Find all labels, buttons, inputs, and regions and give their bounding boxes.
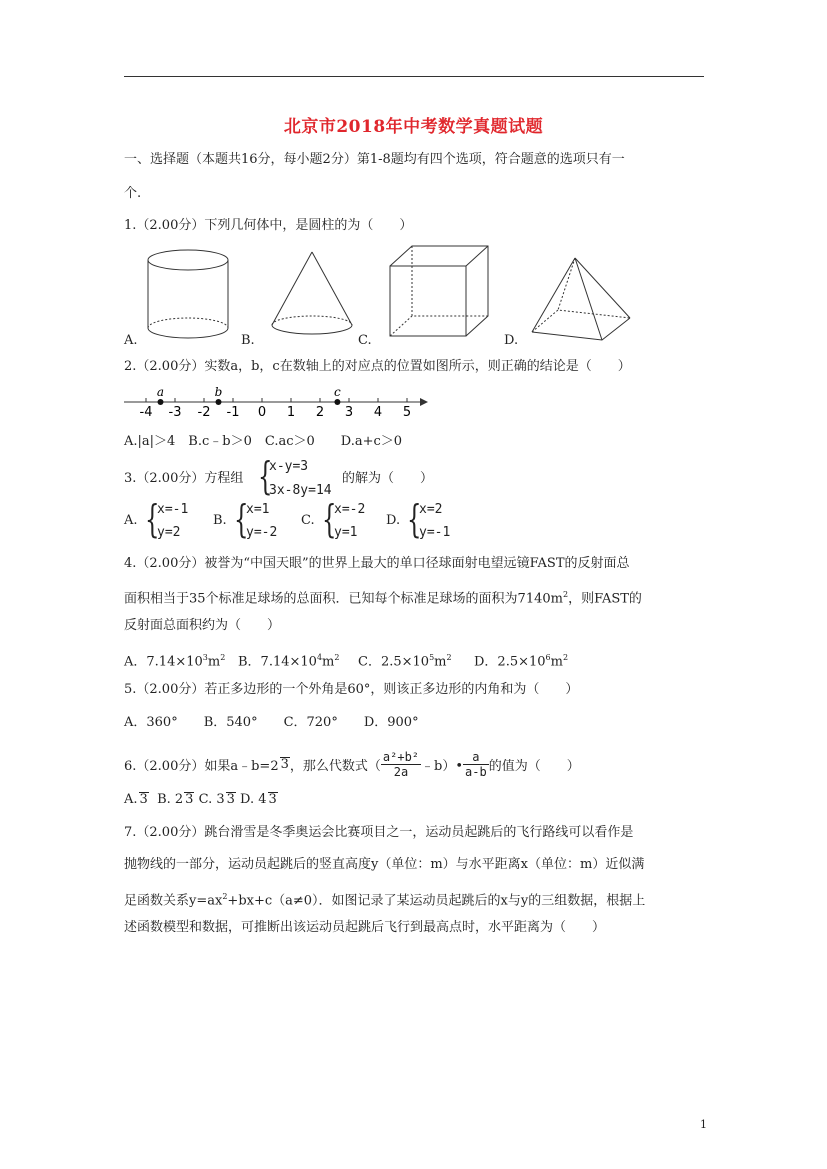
q4-option-c: C．$2.5\times 10^5m^2$ bbox=[358, 653, 452, 670]
pyramid-figure bbox=[532, 258, 630, 340]
question-5-stem: 5.（2.00分）若正多边形的一个外角是60°，则该正多边形的内角和为（ ） bbox=[124, 682, 579, 697]
q2-options: A.|a|＞4 B.c﹣b＞0 C.ac＞0 D.a+c＞0 bbox=[124, 434, 403, 449]
q5-options: A．360° B．540° C．720° D．900° bbox=[124, 715, 419, 730]
section-instruction: 一、选择题（本题共16分，每小题2分）第1-8题均有四个选项，符合题意的选项只有一 bbox=[124, 152, 625, 167]
q1-option-b: B. bbox=[241, 333, 255, 348]
cone-figure bbox=[272, 252, 352, 334]
q3-option-a-label: A. bbox=[124, 513, 138, 528]
question-7-line2: 抛物线的一部分，运动员起跳后的竖直高度y（单位：m）与水平距离x（单位：m）近似满 bbox=[124, 857, 645, 872]
axis-tick-label: 4 bbox=[373, 405, 383, 420]
q3-option-c-brace: { bbox=[322, 497, 337, 541]
q3-option-b-x: x=1 bbox=[246, 502, 270, 517]
question-7-line1: 7.（2.00分）跳台滑雪是冬季奥运会比赛项目之一，运动员起跳后的飞行路线可以看作是 bbox=[124, 825, 634, 840]
q3-option-a-y: y=2 bbox=[157, 525, 181, 540]
axis-tick-label: 5 bbox=[402, 405, 412, 420]
point-c bbox=[334, 399, 340, 405]
point-label-a: a bbox=[156, 385, 165, 399]
q3-option-d-brace: { bbox=[407, 497, 422, 541]
q1-option-d: D. bbox=[504, 333, 519, 348]
q3-option-b-label: B. bbox=[213, 513, 227, 528]
question-4-line2: 面积相当于35个标准足球场的总面积．已知每个标准足球场的面积为$7140m^2$，则FAST的 bbox=[124, 590, 642, 607]
q3-option-a-x: x=-1 bbox=[157, 502, 189, 517]
axis-tick-label: 2 bbox=[315, 405, 325, 420]
point-label-b: b bbox=[214, 385, 223, 399]
page-number: 1 bbox=[700, 1118, 707, 1131]
point-a bbox=[158, 399, 164, 405]
question-3-stem-pre: 3.（2.00分）方程组 bbox=[124, 471, 244, 486]
q3-option-c-label: C. bbox=[301, 513, 315, 528]
q3-option-b-y: y=-2 bbox=[246, 525, 278, 540]
q4-option-b: B．$7.14\times 10^4m^2$ bbox=[238, 653, 340, 670]
q4-option-a: A．$7.14\times 10^3m^2$ bbox=[124, 653, 226, 670]
axis-tick-label: -3 bbox=[168, 405, 182, 420]
q3-option-a-brace: { bbox=[145, 497, 160, 541]
question-1-stem: 1.（2.00分）下列几何体中，是圆柱的为（ ） bbox=[124, 218, 413, 233]
axis-tick-label: -4 bbox=[139, 405, 153, 420]
q1-option-c: C. bbox=[358, 333, 372, 348]
number-line bbox=[124, 380, 434, 422]
q3-option-b-brace: { bbox=[234, 497, 249, 541]
axis-tick-label: -1 bbox=[226, 405, 240, 420]
axis-tick-label: -2 bbox=[197, 405, 211, 420]
q6-options: A. 3 B. 2 3 C. 3 3 D. 4 3 bbox=[124, 792, 277, 807]
question-4-line1: 4.（2.00分）被誉为“中国天眼”的世界上最大的单口径球面射电望远镜FAST的反射面总 bbox=[124, 556, 630, 571]
question-4-line3: 反射面总面积约为（ ） bbox=[124, 618, 281, 633]
axis-arrow bbox=[420, 398, 428, 406]
point-b bbox=[216, 399, 222, 405]
axis-tick-label: 1 bbox=[286, 405, 296, 420]
q6-fraction-2: $\frac{a}{a-b}$ bbox=[465, 750, 487, 779]
axis-tick-label: 3 bbox=[344, 405, 354, 420]
page-title: 北京市2018年中考数学真题试题 bbox=[283, 117, 544, 137]
axis-tick-label: 0 bbox=[257, 405, 267, 420]
q3-option-c-x: x=-2 bbox=[334, 502, 366, 517]
q3-option-d-x: x=2 bbox=[419, 502, 443, 517]
q6-fraction-1: $\frac{\text{a²+b²}}{2a}$ bbox=[382, 750, 420, 779]
q1-option-a: A. bbox=[124, 333, 138, 348]
section-instruction-cont: 个. bbox=[124, 186, 142, 201]
question-7-line3: 足函数关系$y=ax^2+bx+c(a\ne 0)$．如图记录了某运动员起跳后的x与y的三组数据，根据上 bbox=[124, 892, 646, 909]
q3-eq2: 3x-8y=14 bbox=[269, 483, 332, 498]
question-7-line4: 述函数模型和数据，可推断出该运动员起跳后飞行到最高点时，水平距离为（ ） bbox=[124, 920, 606, 935]
q3-option-d-label: D. bbox=[386, 513, 401, 528]
q3-system-brace: { bbox=[258, 454, 273, 498]
q4-option-d: D．$2.5\times 10^6m^2$ bbox=[474, 653, 569, 670]
cube-figure bbox=[390, 246, 488, 336]
question-6-stem: 6.（2.00分）如果a﹣b=2 3 ，那么代数式（ $\frac{\text{a²+b²}}{2a}$ ﹣b）• $\frac{a}{a-b}$ 的值为（ ） bbox=[124, 750, 580, 779]
q3-option-d-y: y=-1 bbox=[419, 525, 451, 540]
question-3-stem-post: 的解为（ ） bbox=[342, 471, 434, 486]
cylinder-figure bbox=[148, 250, 228, 338]
question-2-stem: 2.（2.00分）实数a，b，c在数轴上的对应点的位置如图所示，则正确的结论是（ ） bbox=[124, 359, 631, 374]
q3-option-c-y: y=1 bbox=[334, 525, 358, 540]
header-rule bbox=[124, 76, 704, 77]
q3-eq1: x-y=3 bbox=[269, 459, 309, 474]
point-label-c: c bbox=[334, 385, 341, 399]
q1-figures bbox=[120, 240, 640, 350]
